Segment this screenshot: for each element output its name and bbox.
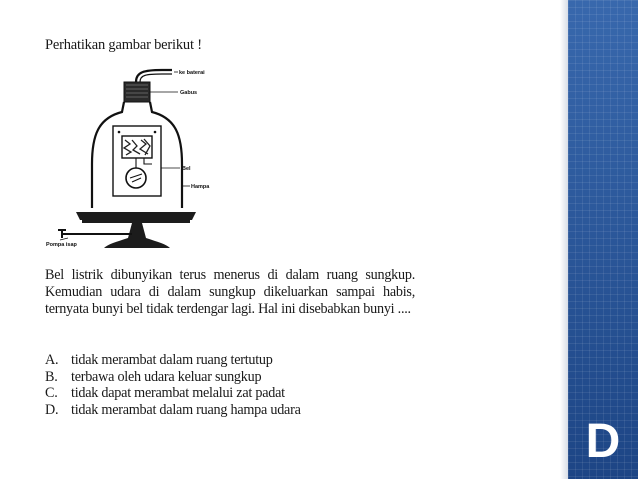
answer-letter: D: [585, 415, 621, 468]
question-text: [45, 267, 415, 318]
option-letter: A.: [45, 352, 59, 368]
stand: [104, 223, 170, 248]
label-bell: Bel: [182, 166, 191, 172]
bell-jar-diagram: [40, 60, 240, 260]
option-letter: C.: [45, 385, 58, 401]
option-text: terbawa oleh udara keluar sungkup: [71, 368, 262, 385]
label-vacuum: Hampa: [191, 184, 210, 190]
option-letter: B.: [45, 368, 58, 385]
decorative-sidebar: [568, 0, 638, 479]
label-battery: ke baterai: [179, 70, 205, 76]
label-cork: Gabus: [180, 90, 198, 96]
option-letter: D.: [45, 401, 59, 418]
slide-title: Perhatikan gambar berikut !: [45, 37, 202, 53]
answer-options: [45, 352, 425, 418]
option-b: [45, 369, 425, 386]
option-text: tidak merambat dalam ruang tertutup: [71, 352, 273, 368]
label-pump: Pompa isap: [46, 242, 77, 248]
question-paragraph: Bel listrik dibunyikan terus menerus di dalam ruang sungkup. Kemudian udara di dalam sungkup dikeluarkan sampai habis, ternyata bunyi bel tidak terdengar lagi. Hal ini disebabkan bunyi ....: [45, 267, 415, 317]
sidebar-edge: [560, 0, 568, 479]
option-c: [45, 385, 425, 402]
bell: [126, 168, 146, 188]
option-a: [45, 352, 425, 369]
base-plate: [76, 212, 196, 220]
option-text: tidak merambat dalam ruang hampa udara: [71, 401, 301, 418]
option-text: tidak dapat merambat melalui zat padat: [71, 385, 285, 401]
option-d: [45, 402, 425, 419]
battery-wire: [136, 70, 172, 82]
